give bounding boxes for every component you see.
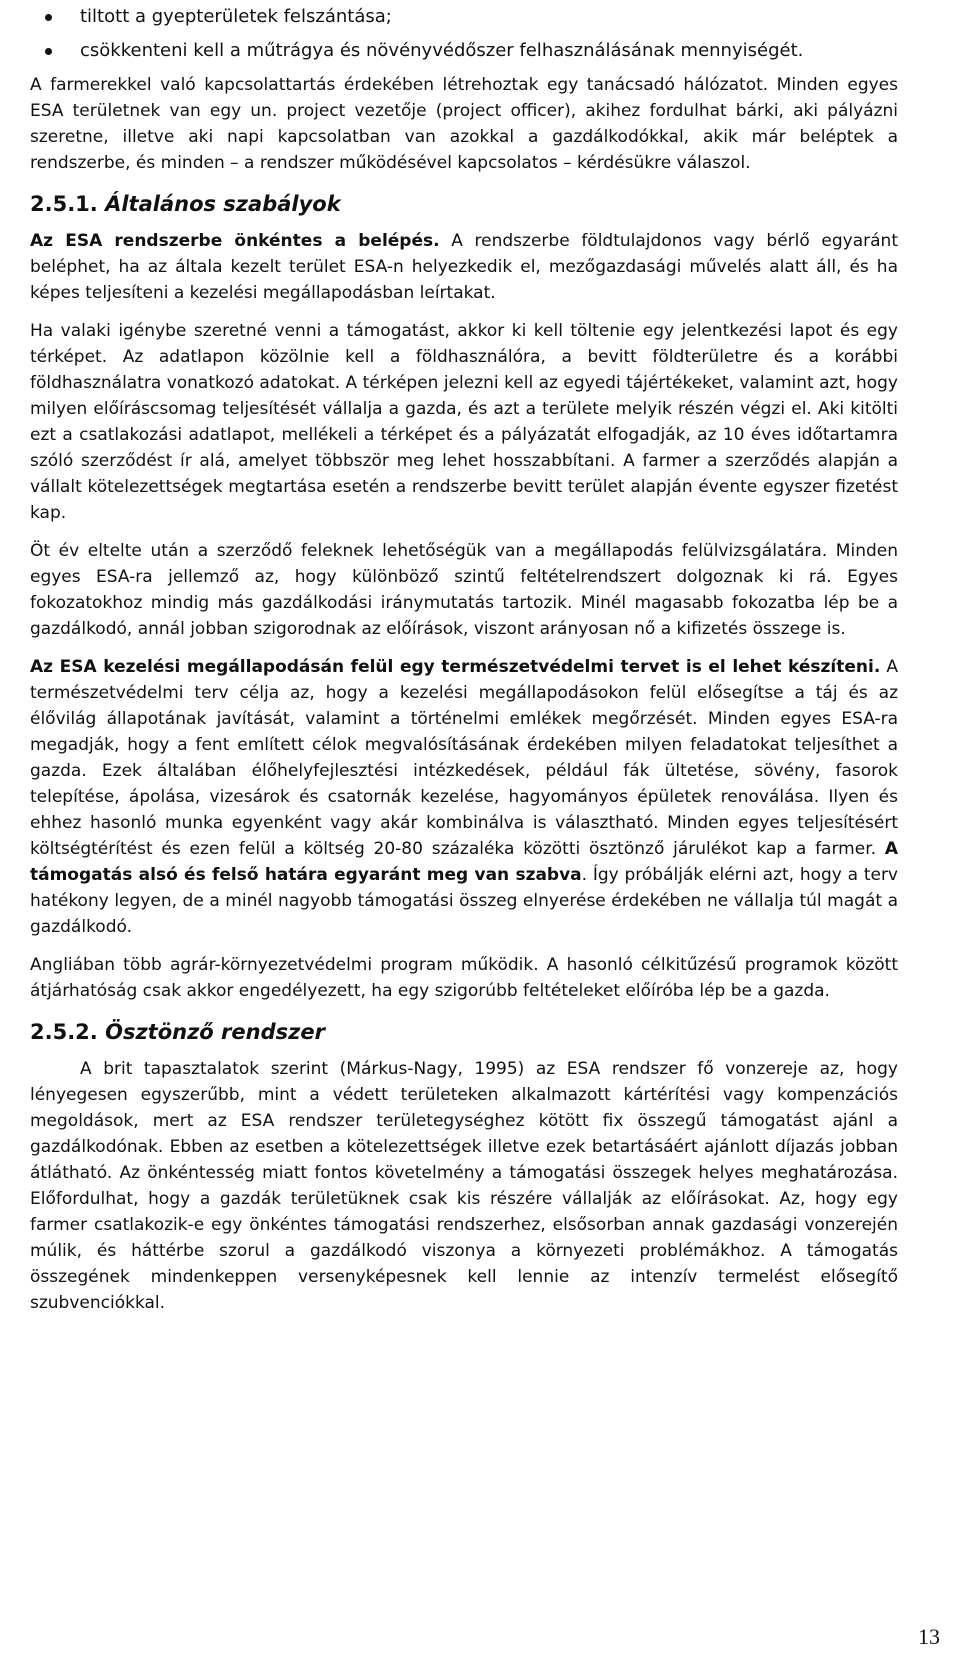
list-item: csökkenteni kell a műtrágya és növényvédőszer felhasználásának mennyiségét.	[30, 34, 898, 68]
paragraph-application: Ha valaki igénybe szeretné venni a támogatást, akkor ki kell töltenie egy jelentkezési lapot és egy térképet. Az adatlapon közölnie kell a földhasználóra, a bevitt földterületre és a korábbi földhasználatra vonatkozó adatokat. A térképen jelezni kell az egyedi tájértékeket, valamint azt, hogy milyen előíráscsomag teljesítését vállalja a gazda, és azt a területe melyik részén végzi el. Aki kitölti ezt a csatlakozási adatlapot, mellékeli a térképet és a pályázatát elfogadják, az 10 éves időtartamra szóló szerződést ír alá, amelyet többször meg lehet hosszabbítani. A farmer a szerződés alapján a vállalt kötelezettségek megtartása esetén a rendszerbe bevitt terület alapján évente egyszer fizetést kap.	[30, 321, 898, 523]
paragraph-conservation-plan: Az ESA kezelési megállapodásán felül egy természetvédelmi tervet is el lehet készíteni. A természetvédelmi terv célja az, hogy a kezelési megállapodásokon felül elősegítse a táj és az élővilág állapotának javítását, valamint a történelmi emlékek megőrzését. Minden egyes ESA-ra megadják, hogy a fent említett célok megvalósításának érdekében milyen feladatokat teljesíthet a gazda. Ezek általában élőhelyfejlesztési intézkedések, például fák ültetése, sövény, fasorok telepítése, ápolása, vizesárok és csatornák kezelése, hagyományos épületek renoválása. Ilyen és ehhez hasonló munka egyenként vagy akár kombinálva is választható. Minden egyes teljesítésért költségtérítést és ezen felül a költség 20-80 százaléka közötti ösztönző járulékot kap a farmer. A támogatás alsó és felső határa egyaránt meg van szabva. Így próbálják elérni azt, hogy a terv hatékony legyen, de a minél nagyobb támogatási összeg elnyerése érdekében ne vállalja túl magát a gazdálkodó.	[30, 657, 898, 937]
page-number: 13	[918, 1624, 940, 1649]
bullet-icon	[45, 14, 52, 21]
section-heading-general-rules: 2.5.1. Általános szabályok	[30, 192, 341, 216]
list-item: tiltott a gyepterületek felszántása;	[30, 0, 898, 34]
bullet-icon	[45, 48, 52, 55]
paragraph-advisory-network: A farmerekkel való kapcsolattartás érdekében létrehoztak egy tanácsadó hálózatot. Minden egyes ESA területnek van egy un. project vezetője (project officer), akihez fordulhat bárki, aki pályázni szeretne, illetve aki napi kapcsolatban van azokkal a gazdálkodókkal, akik már beléptek a rendszerbe, és minden – a rendszer működésével kapcsolatos – kérdésükre válaszol.	[30, 75, 898, 173]
paragraph-england-programs: Angliában több agrár-környezetvédelmi program működik. A hasonló célkitűzésű programok között átjárhatóság csak akkor engedélyezett, ha egy szigorúbb feltételeket előíróba lép be a gazda.	[30, 955, 898, 1001]
bullet-list	[30, 0, 898, 68]
paragraph-voluntary-entry: Az ESA rendszerbe önkéntes a belépés. A rendszerbe földtulajdonos vagy bérlő egyaránt beléphet, ha az általa kezelt terület ESA-n helyezkedik el, mezőgazdasági művelés alatt áll, és ha képes teljesíteni a kezelési megállapodásban leírtakat.	[30, 231, 898, 303]
paragraph-review: Öt év eltelte után a szerződő feleknek lehetőségük van a megállapodás felülvizsgálatára. Minden egyes ESA-ra jellemző az, hogy különböző szintű feltételrendszert dolgoznak ki rá. Egyes fokozatokhoz mindig más gazdálkodási iránymutatás tartozik. Minél magasabb fokozatba lép be a gazdálkodó, annál jobban szigorodnak az előírások, viszont arányosan nő a kifizetés összege is.	[30, 541, 898, 639]
paragraph-british-experience: A brit tapasztalatok szerint (Márkus-Nagy, 1995) az ESA rendszer fő vonzereje az, hogy lényegesen egyszerűbb, mint a védett területeken alkalmazott kártérítési vagy kompenzációs megoldások, mert az ESA rendszer területegységhez kötött fix összegű támogatást ajánl a gazdálkodónak. Ebben az esetben a kötelezettségek illetve ezek betartásáért ajánlott díjazás jobban átlátható. Az önkéntesség miatt fontos követelmény a támogatási összegek helyes meghatározása. Előfordulhat, hogy a gazdák területüknek csak kis részére vállalják az előírásokat. Az, hogy egy farmer csatlakozik-e egy önkéntes támogatási rendszerhez, elsősorban annak gazdasági vonzerején múlik, és háttérbe szorul a gazdálkodó viszonya a környezeti problémákhoz. A támogatás összegének mindenkeppen versenyképesnek kell lennie az intenzív termelést elősegítő szubvenciókkal.	[30, 1059, 898, 1313]
document-page	[30, 0, 898, 1328]
section-heading-incentive-system: 2.5.2. Ösztönző rendszer	[30, 1020, 325, 1044]
